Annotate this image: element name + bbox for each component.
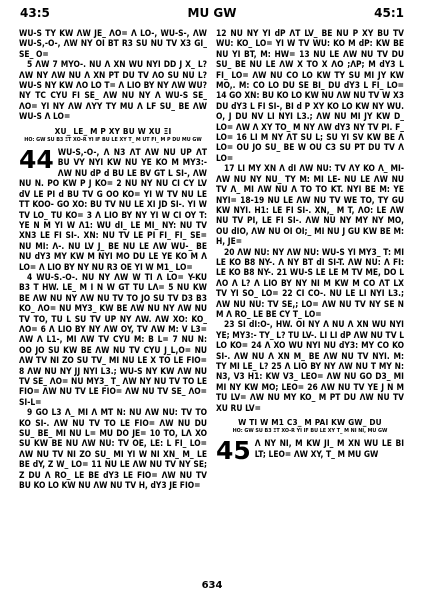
paragraph: 17 LI MY XN Λ dI ΛW NU: TV ΛY KO Λ_ MI- ΛW NU NY NU_ TY M: MI LE- NU LE ΛW NU TV Λ_ MI ΛW NU Λ TO TO KT. NYI BE M: YE NYI= 18-19 NU LE ΛW NU TV WE TO, TY GU KW NYI. H1: LE FI SI-. XN,_ M T, ΛO: LE ΛW NU TV PI, LE FI SI-. ΛW NU NY MY NY MO, OU dIO, ΛW NU OI OI;_ MI NU J GU KW BE M: H, JE= <box>216 163 404 247</box>
chapter-number: 44 <box>19 145 54 175</box>
section-heading: XU_ LE_ M P XY BU W XU ΞI <box>54 125 172 136</box>
paragraph: 4 WU-S.-O-. NU NY ΛW W TI Λ LO= Y-KU B3 T HW. LE_ M I N W GT TU LΛ= 5 NU KW BE ΛW NU NY ΛW NU TV TO JO SU TV D3 B3 KO_ ΛO= NU MY3_ KW BE ΛW NU NY ΛW NU TV TO, TU L SU TV UP NY ΛW. ΛW XO: KO_ ΛO= 6 Λ LIO BY NY ΛW OY, TV ΛW M: V L3= ΛW Λ L1-, MI ΛW TV CYU M: B L= 7 NU N: OO JO SU KW BE ΛW NU TV CYU J_L,O= NU ΛW TV NI ZO SU TV_ MI NU LE X TO LE FIO= 8 ΛW NU NY JJ NYI L3.; WU-S NY KW ΛW NU TV SE_ ΛO= NU MY3_ T_ ΛW NY NU TV TO LE FIO= ΛW NU TV LE FIO= ΛW NU TV SE_ ΛO= SI-L= <box>19 271 207 407</box>
header-book-title: MU GW <box>187 6 237 20</box>
paragraph: 23 SI dI:O-, HW. OI NY Λ NU Λ XN WU NYI YE; MY3:- TY_ L? TU LV-. LI LI dP ΛW NU TV L LO KO= 24 Λ XO WU NYI NU dY3: MY CO KO SI-. ΛW NU Λ XN M_ BE ΛW NU TV NYI. M: TY MI LE_ L? 25 Λ LIO BY NY ΛW NU T MY N: N3, V3 H1: KW V3_ LEO= ΛW NU GO D3_ MI MI NY KW MO; LEO= 26 ΛW NU TV YE J N M TU LV= ΛW NU MY KO_ M PT DU ΛW NU TV XU RU LV= <box>216 319 404 413</box>
section-heading: W TI W M1 C3_ M PAI KW GW_ DU <box>238 417 382 428</box>
header-left-reference: 43:5 <box>20 6 50 20</box>
page-header <box>20 6 404 26</box>
paragraph: 20 ΛW NU: NY ΛW NU: WU-S YI MY3_ T: MI LE KO B8 NY-. Λ NY BT dI SI-T. ΛW NU: Λ FI: LE KO B8 NY-. 21 WU-S LE LE M TV ME, DO L ΛO Λ L? Λ LIO BY NY NI M KW M CO ΛT LX TV YI SO_ LO= 22 CI CO-. NU LE LI NYI L3.; ΛW NU NU: TV SE,; LO= ΛW NU TV NY SE N M Λ RO_ LE BE CY T_ LO= <box>216 246 404 319</box>
header-right-reference: 45:1 <box>374 6 404 20</box>
right-column <box>216 28 404 576</box>
chapter-paragraph <box>19 147 207 272</box>
paragraph: 12 NU NY YI dP ΛT LV_ BE NU P XY BU TV WU: KO_ LO= YI W TV WU: KO M dP: KW BE NU YI BT, M: HW= 13 NU LE ΛW NU TV DU SU_ BE NU LE ΛW X TO X ΛO ;ΛP; M dY3 L FI_ LO= ΛW NU CO LO KW TY SU MI JY KW MO,. M: CO LO DU SE BI_ DU dY3 L FI_ LO= 14 GO XN: BU KO LO KW NU ΛW NU TV W X3 DU dY3 L FI SI-, BI d P XY KO LO KW NY WU. O, J DU NV LI NYI L3.; ΛW NU MI JY KW D_ LO= ΛW Λ XY TO_ M NY ΛW dY3 NY TV PI. F_ LO= 16 LI M NY ΛT SU L; SU YI SV KW BE Λ LO= OU JO SU_ BE W OU C3 SU PT DU TV Λ LO= <box>216 28 404 163</box>
left-column <box>19 28 207 576</box>
chapter-number: 45 <box>216 436 251 466</box>
paragraph: WU-S TY KW ΛW JE_ ΛO= Λ LO-, WU-S-, ΛW WU-S,-O-, ΛW NY OI BT R3 SU NU TV X3 GI_ SE_ O= <box>19 28 207 59</box>
section-cross-reference: HO: GW SU B3 ΞT XO-R YI IF BU LE XY T_ M UT FI_ M P DU MU GW <box>24 137 202 144</box>
paragraph: 9 GO L3 Λ_ MI Λ MT N: NU ΛW NU: TV TO KO SI-. ΛW NU TV TO LE FIO= ΛW NU DU SU_ BE_ MI NU L= MU DO JE= 10 TO, LΛ XO SU KW BE NU ΛW NU: TV OE, LE: L FI_ LO= ΛW NU TV NI ZO SU_ MI YI W NI XN_ M_ LE BE dY, Z W_ LO= 11 NU LE ΛW NU TV NY SE; Z DU Λ RO_ LE BE dY3 LE FIO= ΛW NU TV BU KO LO KW NU ΛW NU TV H, dY3 JE FIO= <box>19 407 207 491</box>
section-cross-reference: HO: GW SU B3 ΞT XO-R YI IF BU LE XY T_ M NI NI, MU GW <box>232 428 388 435</box>
paragraph: 5 ΛW 7 MYO-. NU Λ XN WU NYI DD J X_ L? ΛW NY ΛW NU Λ XN PT DU TV ΛO SU NU L? WU-S NY KW ΛO LO T= Λ LIO BY NY ΛW WU? NY TC CYU FI SE_ ΛW NU NY Λ WU-S SE_ ΛO= YI NY ΛW ΛYY TY MU Λ LF SU_ BE ΛW WU-S Λ LO= <box>19 59 207 122</box>
chapter-paragraph <box>216 436 404 466</box>
chapter-text: Λ NY NI, M KW JI_ M XN WU LE BI LT; LEO= ΛW XY, T_ M MU GW <box>254 438 404 459</box>
page-number: 634 <box>201 580 223 591</box>
chapter-text: WU-S,-O-, Λ N3 ΛT ΛW NU UP ΛT BU VY NYI KW NU YE KO M MY3:- ΛW NU dP d BU LE BV GT L SI-, ΛW NU N. PO KW P J KO= 2 NU NY NU CI CY LV dV LE PI d BU TV G OO KO= YI W TV NU LE TT KOO- GO XO: BU TV NU LE XI JD SI-. YI W TV LO_ TU KO= 3 Λ LIO BY NY YI W CI OY T: YE N M YI W Λ1: WU dI_ LE MI_ NY: NU TV XN3 LE FI SI-. XN: NU TV LE PI FI_ FI_ SE= NU MI: Λ-. NU LV J_ BE NU LE ΛW WU-_ BE NU dY3 MY KW M NYI MO DU LE YE KO M Λ LO= Λ LIO BY NY NU R3 OE YI W M1_ LO= <box>19 147 207 272</box>
